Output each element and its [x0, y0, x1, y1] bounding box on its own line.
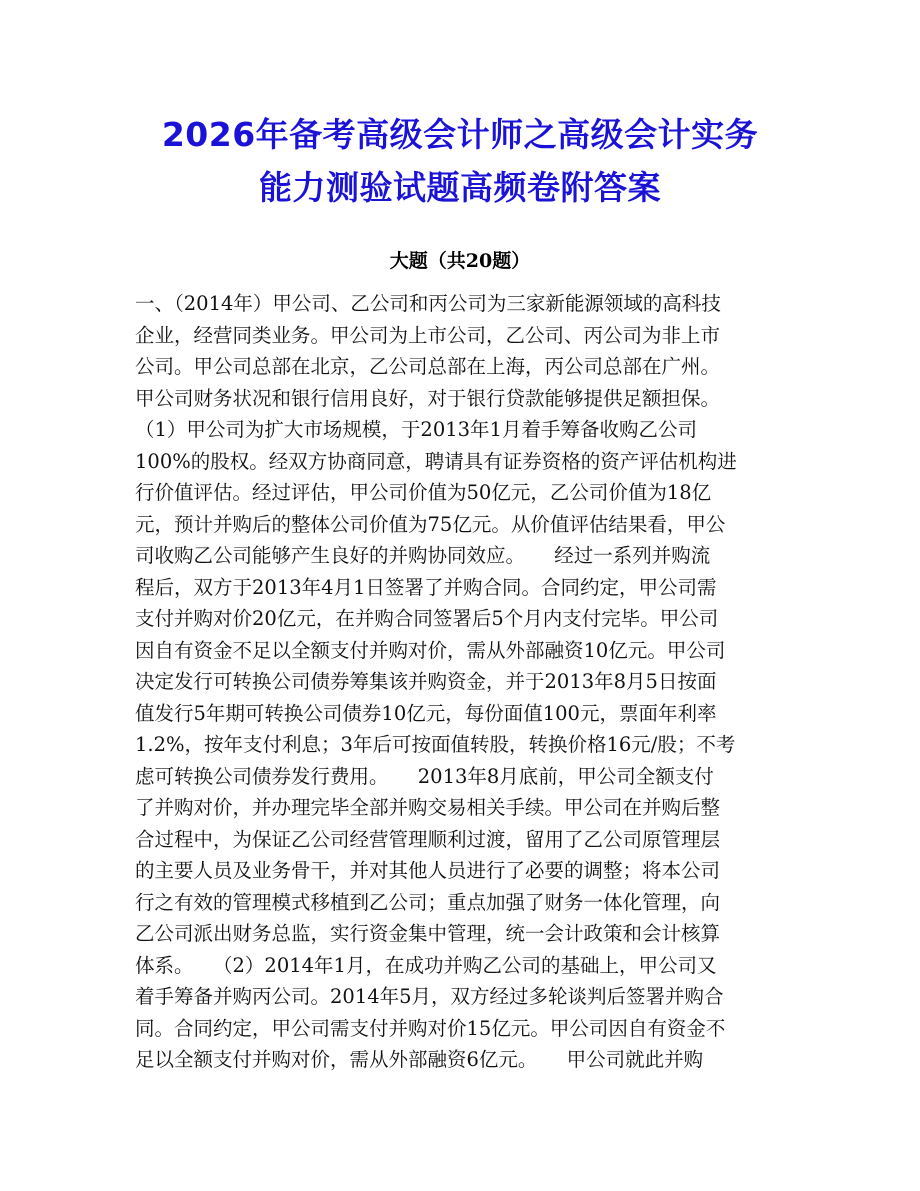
body-line: 值发行5年期可转换公司债券10亿元，每份面值100元，票面年利率: [135, 701, 717, 725]
body-line: 程后，双方于2013年4月1日签署了并购合同。合同约定，甲公司需: [135, 575, 717, 599]
title-line-1: 2026年备考高级会计师之高级会计实务: [161, 115, 759, 154]
body-line: 虑可转换公司债券发行费用。 2013年8月底前，甲公司全额支付: [135, 764, 714, 788]
title-line-2: 能力测验试题高频卷附答案: [259, 168, 661, 207]
body-line: 因自有资金不足以全额支付并购对价，需从外部融资10亿元。甲公司: [135, 638, 726, 662]
body-line: 行之有效的管理模式移植到乙公司；重点加强了财务一体化管理，向: [135, 890, 721, 914]
body-line: 一、（2014年）甲公司、乙公司和丙公司为三家新能源领域的高科技: [135, 292, 721, 315]
body-line: （1）甲公司为扩大市场规模，于2013年1月着手筹备收购乙公司: [135, 418, 697, 441]
question-body: [135, 288, 800, 1076]
body-line: 甲公司财务状况和银行信用良好，对于银行贷款能够提供足额担保。: [135, 386, 721, 410]
body-line: 乙公司派出财务总监，实行资金集中管理，统一会计政策和会计核算: [135, 922, 721, 945]
body-line: 体系。 （2）2014年1月，在成功并购乙公司的基础上，甲公司又: [135, 953, 717, 977]
body-line: 元，预计并购后的整体公司价值为75亿元。从价值评估结果看，甲公: [135, 512, 726, 536]
body-line: 1.2%，按年支付利息；3年后可按面值转股，转换价格16元/股；不考: [135, 733, 736, 756]
body-line: 支付并购对价20亿元，在并购合同签署后5个月内支付完毕。甲公司: [135, 607, 719, 630]
body-line: 企业，经营同类业务。甲公司为上市公司，乙公司、丙公司为非上市: [135, 323, 721, 347]
document-title: [80, 108, 840, 214]
body-line: 了并购对价，并办理完毕全部并购交易相关手续。甲公司在并购后整: [135, 796, 721, 819]
body-line: 足以全额支付并购对价，需从外部融资6亿元。 甲公司就此并购: [135, 1048, 704, 1071]
body-line: 100%的股权。经双方协商同意，聘请具有证券资格的资产评估机构进: [135, 449, 737, 473]
body-line: 行价值评估。经过评估，甲公司价值为50亿元，乙公司价值为18亿: [135, 481, 712, 504]
body-line: 着手筹备并购丙公司。2014年5月，双方经过多轮谈判后签署并购合: [135, 985, 724, 1008]
body-line: 同。合同约定，甲公司需支付并购对价15亿元。甲公司因自有资金不: [135, 1016, 726, 1040]
body-line: 合过程中，为保证乙公司经营管理顺利过渡，留用了乙公司原管理层: [135, 827, 721, 851]
body-line: 公司。甲公司总部在北京，乙公司总部在上海，丙公司总部在广州。: [135, 355, 721, 378]
section-heading: 大题（共20题）: [389, 250, 531, 272]
body-line: 决定发行可转换公司债券筹集该并购资金，并于2013年8月5日按面: [135, 670, 717, 693]
body-line: 的主要人员及业务骨干，并对其他人员进行了必要的调整；将本公司: [135, 859, 721, 882]
body-line: 司收购乙公司能够产生良好的并购协同效应。 经过一系列并购流: [135, 544, 711, 567]
